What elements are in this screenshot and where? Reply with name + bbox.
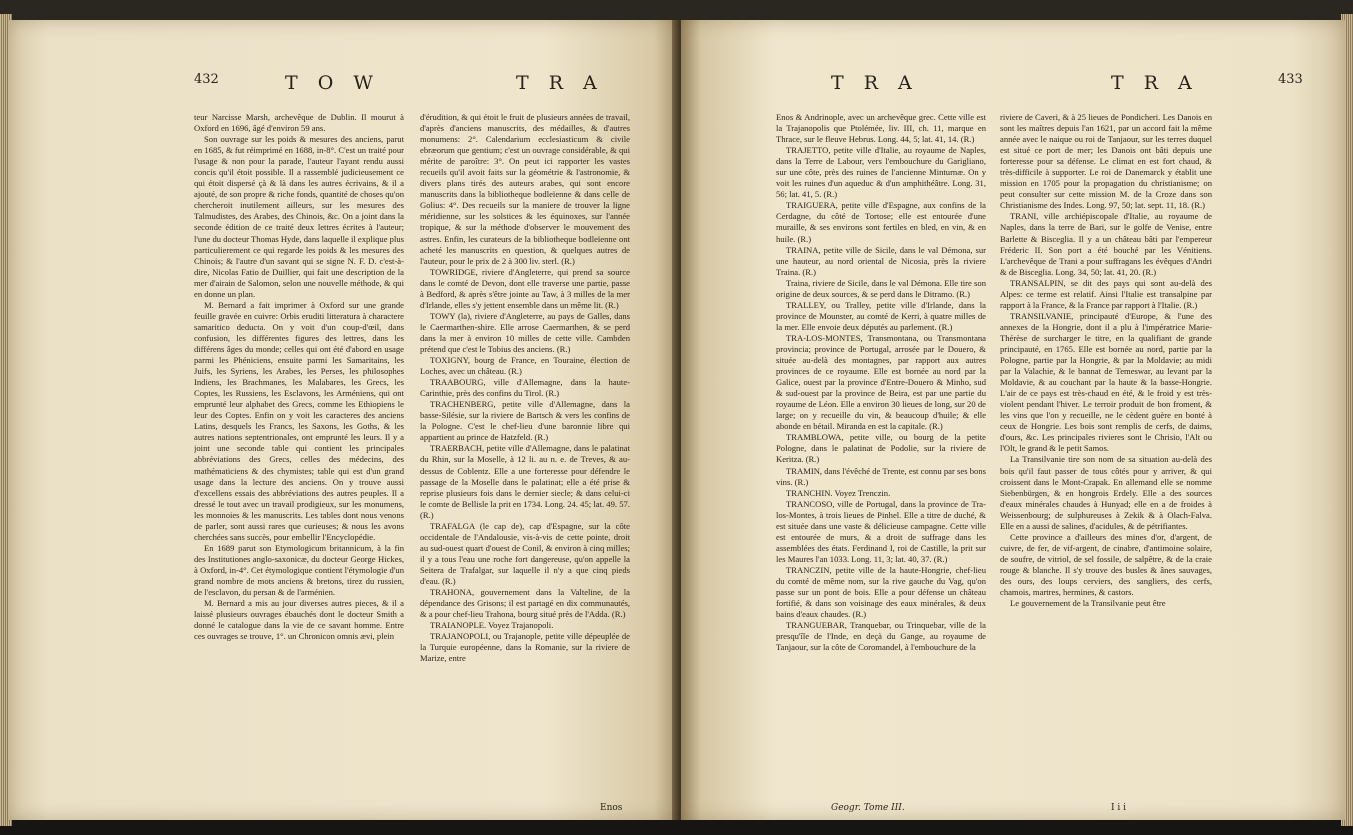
entry-tramblowa: TRAMBLOWA, petite ville, ou bourg de la petite Pologne, dans le palatinat de Podolie, sur la riviere de Keritza. (R.): [776, 432, 986, 465]
entry-trahona: TRAHONA, gouvernement dans la Valteline, de la dépendance des Grisons; il est partagé en dix communautés, & a pour chef-lieu Trahona, bourg situé près de l'Adda. (R.): [420, 587, 630, 620]
entry-trani: TRANI, ville archiépiscopale d'Italie, au royaume de Naples, dans la terre de Bari, sur le golfe de Venise, entre Barlette & Bisceglia. Il y a un château bâti par l'empereur Fréderic II. Son port a été bouché par les Vénitiens. L'archevêque de Trani a pour suffragans les évêques d'Andri & de Bisceglia. Long. 34, 50; lat. 41, 20. (R.): [1000, 211, 1212, 277]
entry-trajetto: TRAJETTO, petite ville d'Italie, au royaume de Naples, dans la Terre de Labour, vers l'embouchure du Garigliano, sur une côte, près des ruines de l'ancienne Minturnæ. On y voit les ruines d'un aqueduc & d'un amphithéâtre. Long. 31, 56; lat. 41, 5. (R.): [776, 145, 986, 200]
page-number-right: 433: [1278, 72, 1303, 87]
left-page-column-2: [420, 112, 630, 800]
entry-trachenberg: TRACHENBERG, petite ville d'Allemagne, dans la basse-Silésie, sur la riviere de Bartsch & vers les confins de la Pologne. C'est le chef-lieu d'une baronnie libre qui appartient au prince de Hatzfeld. (R.): [420, 399, 630, 443]
entry-tralley: TRALLEY, ou Tralley, petite ville d'Irlande, dans la province de Mounster, au comté de Kerri, à quatre milles de la mer. Elle envoie deux députés au parlement. (R.): [776, 299, 986, 332]
paragraph: La Transilvanie tire son nom de sa situation au-delà des bois qu'il faut passer de tous côtés pour y arriver, & qui croissent dans le Mont-Crapak. En allemand elle se nomme Siebenbürgen, & en hongrois Erdely. Elle a des sources d'eaux minérales chaudes à Hunyad; elle en a de froides à Weissenbourg; de sulphureuses à Zekik & à Olach-Falva. Elle en a aussi de salines, d'acidules, & de pétrifiantes.: [1000, 454, 1212, 531]
catchword: Enos: [600, 803, 623, 813]
right-page-column-1: [776, 112, 986, 800]
entry-traianople: TRAIANOPLE. Voyez Trajanopoli.: [430, 620, 554, 631]
running-head-left: T R A: [831, 72, 919, 94]
signature-note: Geogr. Tome III.: [831, 803, 905, 813]
paragraph: riviere de Caveri, & à 25 lieues de Pondicheri. Les Danois en sont les maîtres depuis l'an 1621, par un accord fait la même année avec le naique ou roi de Tanjaour, sur les terres duquel est situé ce port de mer; les Danois ont bâti depuis une forteresse pour sa défense. Le climat en est fort chaud, & très-difficile à supporter. Le roi de Danemarck y établit une mission en 1705 pour la propagation du christianisme; on peut consulter sur cette mission M. de la Croze dans son Christianisme des Indes. Long. 97, 50; lat. sept. 11, 18. (R.): [1000, 112, 1212, 211]
left-page: [8, 20, 681, 820]
signature-mark: I i i: [1111, 803, 1127, 813]
paragraph: d'érudition, & qui étoit le fruit de plusieurs années de travail, d'après d'anciens manuscrits, des médailles, & d'autres monumens: 2°. Calendarium ecclesiasticum & civile ebræorum que gentium; c'est un ouvrage considérable, & qui mérite de paroître: 3°. On peut ici rapporter les vastes recueils qu'il avoit faits sur la géométrie & l'astronomie, & divers plans tirés des auteurs arabes, qui sont encore manuscrits dans la bibliotheque bodleïenne & dans celle de Golius: 4°. Des recueils sur la maniere de trouver la ligne méridienne, sur les solstices & les équinoxes, sur l'année tropique, & sur la méthode d'observer le mouvement des astres. Enfin, les curateurs de la bibliotheque bodleïenne ont acheté les manuscrits en question, & quelques autres de l'auteur, pour le prix de 2 à 300 liv. sterl. (R.): [420, 112, 630, 266]
right-page-column-2: [1000, 112, 1212, 800]
running-head-right: T R A: [1111, 72, 1199, 94]
running-head-left: T O W: [285, 72, 380, 94]
entry-tranczin: TRANCZIN, petite ville de la haute-Hongrie, chef-lieu du comté de même nom, sur la rive gauche du Vag, qu'on passe sur un pont de bois. Elle a pour défense un château fortifié, & dans son voisinage des eaux minérales, & deux bains d'eaux chaudes. (R.): [776, 564, 986, 620]
entry-tranguebar: TRANGUEBAR, Tranquebar, ou Trinquebar, ville de la presqu'île de l'Inde, en deçà du Gange, au royaume de Tanjaour, sur la côte de Coromandel, à l'embouchure de la: [776, 620, 986, 653]
entry-traina: TRAINA, petite ville de Sicile, dans le val Démona, sur une hauteur, au nord oriental de Nicosia, près la riviere Traina. (R.): [776, 244, 986, 277]
entry-trajanopoli: TRAJANOPOLI, ou Trajanople, petite ville dépeuplée de la Turquie européenne, dans la Romanie, sur la riviere de Marize, entre: [420, 631, 630, 664]
entry-trancoso: TRANCOSO, ville de Portugal, dans la province de Tra-los-Montes, à trois lieues de Pinhel. Elle a titre de duché, & est située dans une vaste & délicieuse campagne. Cette ville est entourée de murs, & a droit de suffrage dans les assemblées des états. Ferdinand I, roi de Castille, la prit sur les Maures l'an 1033. Long. 11, 3; lat. 40, 37. (R.): [776, 498, 986, 564]
entry-towy: TOWY (la), riviere d'Angleterre, au pays de Galles, dans le Caermarthen-shire. Elle arrose Caermarthen, & se perd dans la mer à environ 10 milles de cette ville. Cambden prétend que c'est le Tobius des anciens. (R.): [420, 310, 630, 354]
entry-traiguera: TRAIGUERA, petite ville d'Espagne, aux confins de la Cerdagne, du côté de Tortose; elle est entourée d'une muraille, & ses environs sont fertiles en bled, en vin, & en huile. (R.): [776, 200, 986, 244]
running-head-right: T R A: [516, 72, 604, 94]
paragraph: Le gouvernement de la Transilvanie peut être: [1010, 598, 1166, 609]
entry-traina-river: Traina, riviere de Sicile, dans le val Démona. Elle tire son origine de deux sources, & se perd dans le Ditramo. (R.): [776, 277, 986, 299]
page-number-left: 432: [194, 72, 219, 87]
paragraph: M. Bernard a mis au jour diverses autres pieces, & il a laissé plusieurs ouvrages ébauchés dont le docteur Smith a donné le catalogue dans la vie de ce savant homme. Entre ces ouvrages se trouve, 1°. un Chronicon omnis ævi, plein: [194, 598, 404, 642]
paragraph: Cette province a d'ailleurs des mines d'or, d'argent, de cuivre, de fer, de vif-argent, de cinabre, d'antimoine solaire, de soufre, de vitriol, de sel fossile, de salpêtre, & de la craie rouge & blanche. Il s'y trouve des busles & ânes sauvages, des ours, des loups cerviers, des sangliers, des cerfs, chamois, martres, hermines, & castors.: [1000, 531, 1212, 598]
entry-transilvanie: TRANSILVANIE, principauté d'Europe, & l'une des annexes de la Hongrie, dont il a plu à l'impératrice Marie-Thérèse de surcharger le titre, en la qualifiant de grande principauté, en 1765. Elle est bornée au nord, partie par la Pologne, partie par la Hongrie, & par la Moldavie; au midi par la Valachie, & le bannat de Temeswar, au levant par la Moldavie, & au couchant par la haute & la basse-Hongrie. L'air de ce pays est très-chaud en été, & le froid y est très-violent pendant l'hiver. Le terroir produit de bon froment, & les vins que l'on y recueille, ne le cèdent guère en bonté à ceux de Hongrie. Les bois sont remplis de cerfs, de daims, d'ours, &c. Les principales rivieres sont le Chrisio, l'Alt ou l'Olt, le grand & le petit Samos.: [1000, 310, 1212, 454]
entry-tramin: TRAMIN, dans l'évêché de Trente, est connu par ses bons vins. (R.): [776, 465, 986, 487]
entry-tra-los-montes: TRA-LOS-MONTES, Transmontana, ou Transmontana provincia; province de Portugal, arrosée par le Douero, & située au-delà des montagnes, par rapport aux autres provinces de ce royaume. Elle est bornée au nord par la Galice, ouest par la province d'Entre-Douero & Minho, sud & sud-ouest par la province de Beira, est par une partie du royaume de Léon. Elle a environ 30 lieues de long, sur 20 de large; on y recueille du vin, & beaucoup d'huile; & elle abonde en bétail. Miranda en est la capitale. (R.): [776, 332, 986, 432]
left-page-column-1: [194, 112, 404, 812]
entry-traabourg: TRAABOURG, ville d'Allemagne, dans la haute-Carinthie, près des confins du Tirol. (R.): [420, 377, 630, 399]
paragraph: teur Narcisse Marsh, archevêque de Dublin. Il mourut à Oxford en 1696, âgé d'environ 59 ans.: [194, 112, 404, 134]
right-page: [681, 20, 1345, 820]
entry-toxigny: TOXIGNY, bourg de France, en Touraine, élection de Loches, avec un château. (R.): [420, 355, 630, 377]
entry-trafalga: TRAFALGA (le cap de), cap d'Espagne, sur la côte occidentale de l'Andalousie, vis-à-vis de cette pointe, droit au sud-ouest quart d'ouest de Conil, & environ à cinq milles; il y a tous l'eau une roche fort dangereuse, qu'on appelle la Seitera de Trafalgar, sur laquelle il n'y a que cinq pieds d'eau. (R.): [420, 520, 630, 586]
entry-transalpin: TRANSALPIN, se dit des pays qui sont au-delà des Alpes: ce terme est relatif. Ainsi l'Italie est transalpine par rapport à la France, & la France par rapport à l'Italie. (R.): [1000, 277, 1212, 310]
entry-traerbach: TRAERBACH, petite ville d'Allemagne, dans le palatinat du Rhin, sur la Moselle, à 12 li. au n. e. de Treves, & au-dessus de Coblentz. Elle a une forteresse pour défendre le passage de la Moselle dans le palatinat; elle a été prise & reprise plusieurs fois dans le dernier siecle; & dans celui-ci le comte de Bellisle la prit en 1734. Long. 24. 45; lat. 49. 57. (R.): [420, 443, 630, 520]
paragraph: En 1689 parut son Etymologicum britannicum, à la fin des Institutiones anglo-saxonicæ, du docteur George Hickes, à Oxford, in-4°. Cet étymologique contient l'étymologie d'un grand nombre de mots anciens & bretons, tirez du russien, de l'esclavon, du persan & de l'arménien.: [194, 542, 404, 598]
entry-towridge: TOWRIDGE, riviere d'Angleterre, qui prend sa source dans le comté de Devon, dont elle traverse une partie, passe à Bedford, & après s'être jointe au Taw, à 3 milles de la mer d'Irlande, elles s'y jettent ensemble dans un même lit. (R.): [420, 266, 630, 310]
paragraph: Enos & Andrinople, avec un archevêque grec. Cette ville est la Trajanopolis que Ptolémée, liv. III, ch. 11, marque en Thrace, sur le fleuve Hebrus. Long. 44, 5; lat. 41, 14. (R.): [776, 112, 986, 145]
paragraph: M. Bernard a fait imprimer à Oxford sur une grande feuille gravée en cuivre: Orbis eruditi litteratura à charactere samaritico deducta. On y voit d'un coup-d'œil, dans confusion, les différentes figures des lettres, dans les différens âges du monde; celles qui ont été d'abord en usage parmi les Phéniciens, ensuite parmi les Samaritains, les Juifs, les Syriens, les Arabes, les Perses, les philosophes Indiens, les Brachmanes, les Malabares, les Grecs, les Coptes, les Russiens, les Esclavons, les Arméniens, qui ont emprunté leur alphabet des Grecs, comme les Ethiopiens le leur des Coptes. Enfin on y voit les caracteres des anciens Latins, desquels les Francs, les Saxons, les Goths, & les autres nations septentrionales, ont emprunté les leurs. Il y a joint une seconde table qui contient les principales abbréviations des Grecs, celles des médecins, des mathématiciens & des chymistes; table qui est d'un grand usage dans la lecture des anciens. On y trouve aussi d'excellens essais des abbréviations des autres peuples. Il a dressé le tout avec un travail prodigieux, sur les monumens, les monnoies & les manuscrits. Les tables dont nous venons de parler, sont aussi rares que curieuses; & nous les avons cherchées sans succès, pour embellir l'Encyclopédie.: [194, 299, 404, 542]
paragraph: Son ouvrage sur les poids & mesures des anciens, parut en 1685, & fut réimprimé en 1688, in-8°. C'est un traité pour l'usage & non pour la parade, l'auteur l'ayant rendu aussi concis qu'il étoit possible. Il a rassemblé judicieusement ce qui étoit dispersé çà & là dans les autres écrivains, & il a ajouté, de son propre & riche fonds, quantité de choses qu'on chercheroit inutilement ailleurs, sur les mesures des Talmudistes, des Arabes, des Chinois, &c. On a joint dans la seconde édition de ce traité deux lettres écrites à l'auteur; l'une du docteur Thomas Hyde, dans laquelle il explique plus particulierement ce qui regarde les poids & les mesures des Chinois; & l'autre d'un savant qui se signe N. F. D. c'est-à-dire, Nicolas Fatio de Duillier, qui fait une description de la mer d'airain de Salomon, selon une nouvelle méthode, & qui en donne un plan.: [194, 134, 404, 299]
entry-tranchin: TRANCHIN. Voyez Trenczin.: [786, 487, 891, 498]
